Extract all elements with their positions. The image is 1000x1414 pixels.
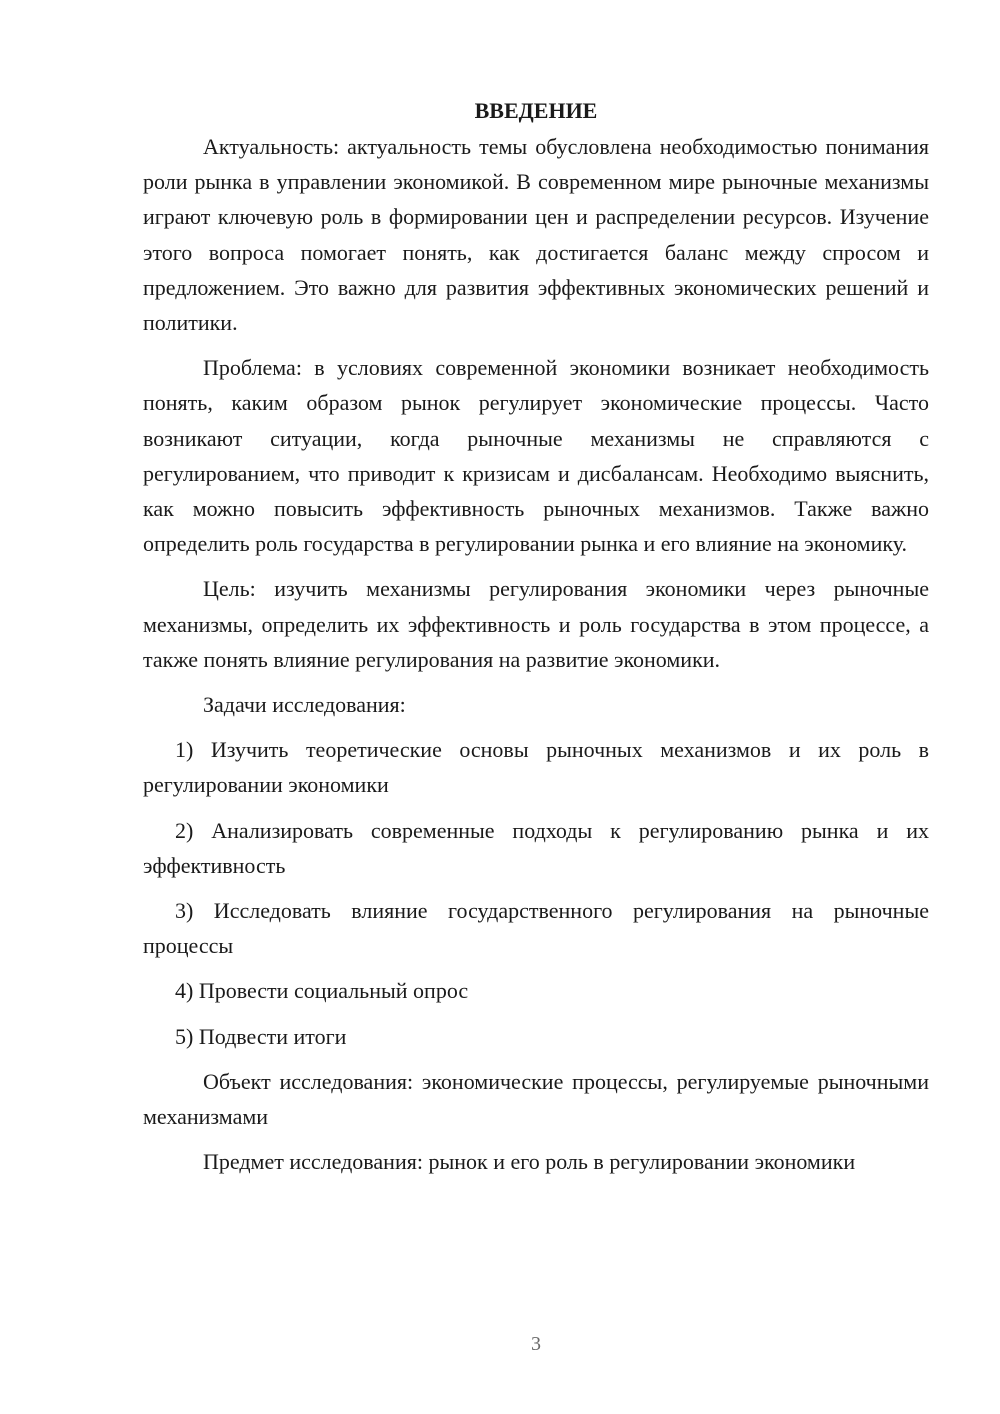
task-item-1: 1) Изучить теоретические основы рыночных механизмов и их роль в регулировании экономики [143, 737, 929, 798]
document-page [143, 93, 929, 1189]
section-title: ВВЕДЕНИЕ [474, 98, 598, 123]
paragraph-tasks-heading: Задачи исследования: [203, 692, 406, 718]
paragraph-relevance: Актуальность: актуальность темы обусловлена необходимостью понимания роли рынка в управлении экономикой. В современном мире рыночные механизмы играют ключевую роль в формировании цен и распределении ресурсов. Изучение этого вопроса помогает понять, как достигается баланс между спросом и предложением. Это важно для развития эффективных экономических решений и политики. [143, 134, 929, 336]
task-item-2: 2) Анализировать современные подходы к регулированию рынка и их эффективность [143, 817, 929, 878]
task-item-4: 4) Провести социальный опрос [175, 978, 469, 1004]
paragraph-research-subject: Предмет исследования: рынок и его роль в регулировании экономики [203, 1149, 856, 1175]
task-item-3: 3) Исследовать влияние государственного регулирования на рыночные процессы [143, 898, 929, 959]
paragraph-problem: Проблема: в условиях современной экономики возникает необходимость понять, каким образом рынок регулирует экономические процессы. Часто возникают ситуации, когда рыночные механизмы не справляются с регулированием, что приводит к кризисам и дисбалансам. Необходимо выяснить, как можно повысить эффективность рыночных механизмов. Также важно определить роль государства в регулировании рынка и его влияние на экономику. [143, 355, 929, 557]
page-number: 3 [531, 1333, 541, 1355]
task-item-5: 5) Подвести итоги [175, 1023, 347, 1049]
paragraph-research-object: Объект исследования: экономические процессы, регулируемые рыночными механизмами [143, 1068, 929, 1130]
paragraph-goal: Цель: изучить механизмы регулирования экономики через рыночные механизмы, определить их эффективность и роль государства в этом процессе, а также понять влияние регулирования на развитие экономики. [143, 576, 929, 672]
